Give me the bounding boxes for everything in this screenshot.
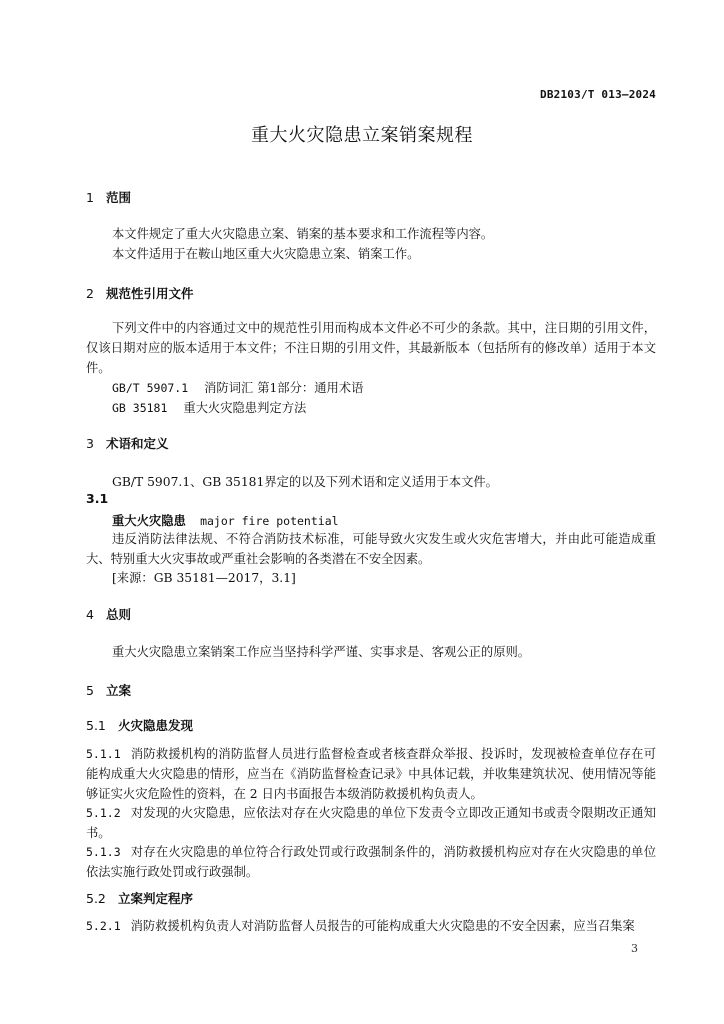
- section-number: 5: [86, 683, 94, 698]
- term-entry: [112, 511, 339, 529]
- subsection-heading-5-1: [86, 716, 193, 734]
- reference-name: 消防词汇 第1部分：通用术语: [204, 381, 364, 395]
- document-code: DB2103/T 013—2024: [540, 88, 656, 101]
- section-heading-4: [86, 605, 131, 623]
- clause-5-1-1: [86, 744, 656, 804]
- clause-text: 对发现的火灾隐患，应依法对存在火灾隐患的单位下发责令立即改正通知书或责令限期改正通知书。: [86, 806, 656, 840]
- clause-number: 5.2.1: [86, 919, 121, 933]
- page-number: 3: [631, 942, 638, 955]
- clause-number: 5.1.3: [86, 845, 121, 859]
- subsection-heading-5-2: [86, 889, 193, 907]
- document-title: 重大火灾隐患立案销案规程: [251, 125, 473, 146]
- clause-number: 5.1.2: [86, 806, 121, 820]
- term-number: 3.1: [86, 491, 109, 506]
- reference-item: [112, 398, 306, 416]
- section-title: 术语和定义: [106, 436, 169, 451]
- term-chinese: 重大火灾隐患: [112, 514, 186, 528]
- section-heading-1: [86, 188, 131, 206]
- section-number: 1: [86, 190, 94, 205]
- paragraph: 重大火灾隐患立案销案工作应当坚持科学严谨、实事求是、客观公正的原则。: [112, 645, 531, 659]
- paragraph: GB/T 5907.1、GB 35181界定的以及下列术语和定义适用于本文件。: [112, 475, 498, 489]
- section-title: 立案: [106, 683, 132, 698]
- clause-number: 5.1.1: [86, 747, 121, 761]
- clause-5-2-1: [86, 916, 656, 936]
- reference-item: [112, 378, 363, 396]
- term-english: major fire potential: [200, 514, 339, 528]
- subsection-number: 5.2: [86, 891, 106, 906]
- paragraph: 本文件适用于在鞍山地区重大火灾隐患立案、销案工作。: [112, 247, 420, 261]
- clause-text: 消防救援机构的消防监督人员进行监督检查或者核查群众举报、投诉时，发现被检查单位存在可能构成重大火灾隐患的情形，应当在《消防监督检查记录》中具体记载，并收集建筑状况、使用情况等能够证实火灾危险性的资料，在 2 日内书面报告本级消防救援机构负责人。: [86, 747, 656, 801]
- subsection-title: 立案判定程序: [118, 891, 194, 906]
- section-number: 4: [86, 607, 94, 622]
- section-heading-5: [86, 681, 131, 699]
- clause-text: 对存在火灾隐患的单位符合行政处罚或行政强制条件的，消防救援机构应对存在火灾隐患的单位依法实施行政处罚或行政强制。: [86, 845, 656, 879]
- section-title: 总则: [106, 607, 132, 622]
- section-title: 范围: [106, 190, 132, 205]
- reference-code: GB 35181: [112, 401, 168, 415]
- paragraph: 下列文件中的内容通过文中的规范性引用而构成本文件必不可少的条款。其中，注日期的引用文件，仅该日期对应的版本适用于本文件；不注日期的引用文件，其最新版本（包括所有的修改单）适用于本文件。: [86, 321, 656, 375]
- clause-text: 消防救援机构负责人对消防监督人员报告的可能构成重大火灾隐患的不安全因素，应当召集案: [130, 919, 635, 933]
- section-heading-2: [86, 284, 194, 302]
- clause-5-1-3: [86, 842, 656, 882]
- term-definition: 违反消防法律法规、不符合消防技术标准，可能导致火灾发生或火灾危害增大，并由此可能造成重大、特别重大火灾事故或严重社会影响的各类潜在不安全因素。: [86, 532, 656, 566]
- subsection-title: 火灾隐患发现: [118, 718, 194, 733]
- term-source: [来源：GB 35181—2017，3.1]: [112, 571, 296, 585]
- subsection-number: 5.1: [86, 718, 106, 733]
- reference-name: 重大火灾隐患判定方法: [183, 401, 307, 415]
- clause-5-1-2: [86, 803, 656, 843]
- section-number: 3: [86, 436, 94, 451]
- reference-code: GB/T 5907.1: [112, 381, 189, 395]
- paragraph: 本文件规定了重大火灾隐患立案、销案的基本要求和工作流程等内容。: [112, 227, 494, 241]
- section-heading-3: [86, 434, 169, 452]
- section-title: 规范性引用文件: [106, 286, 194, 301]
- section-number: 2: [86, 286, 94, 301]
